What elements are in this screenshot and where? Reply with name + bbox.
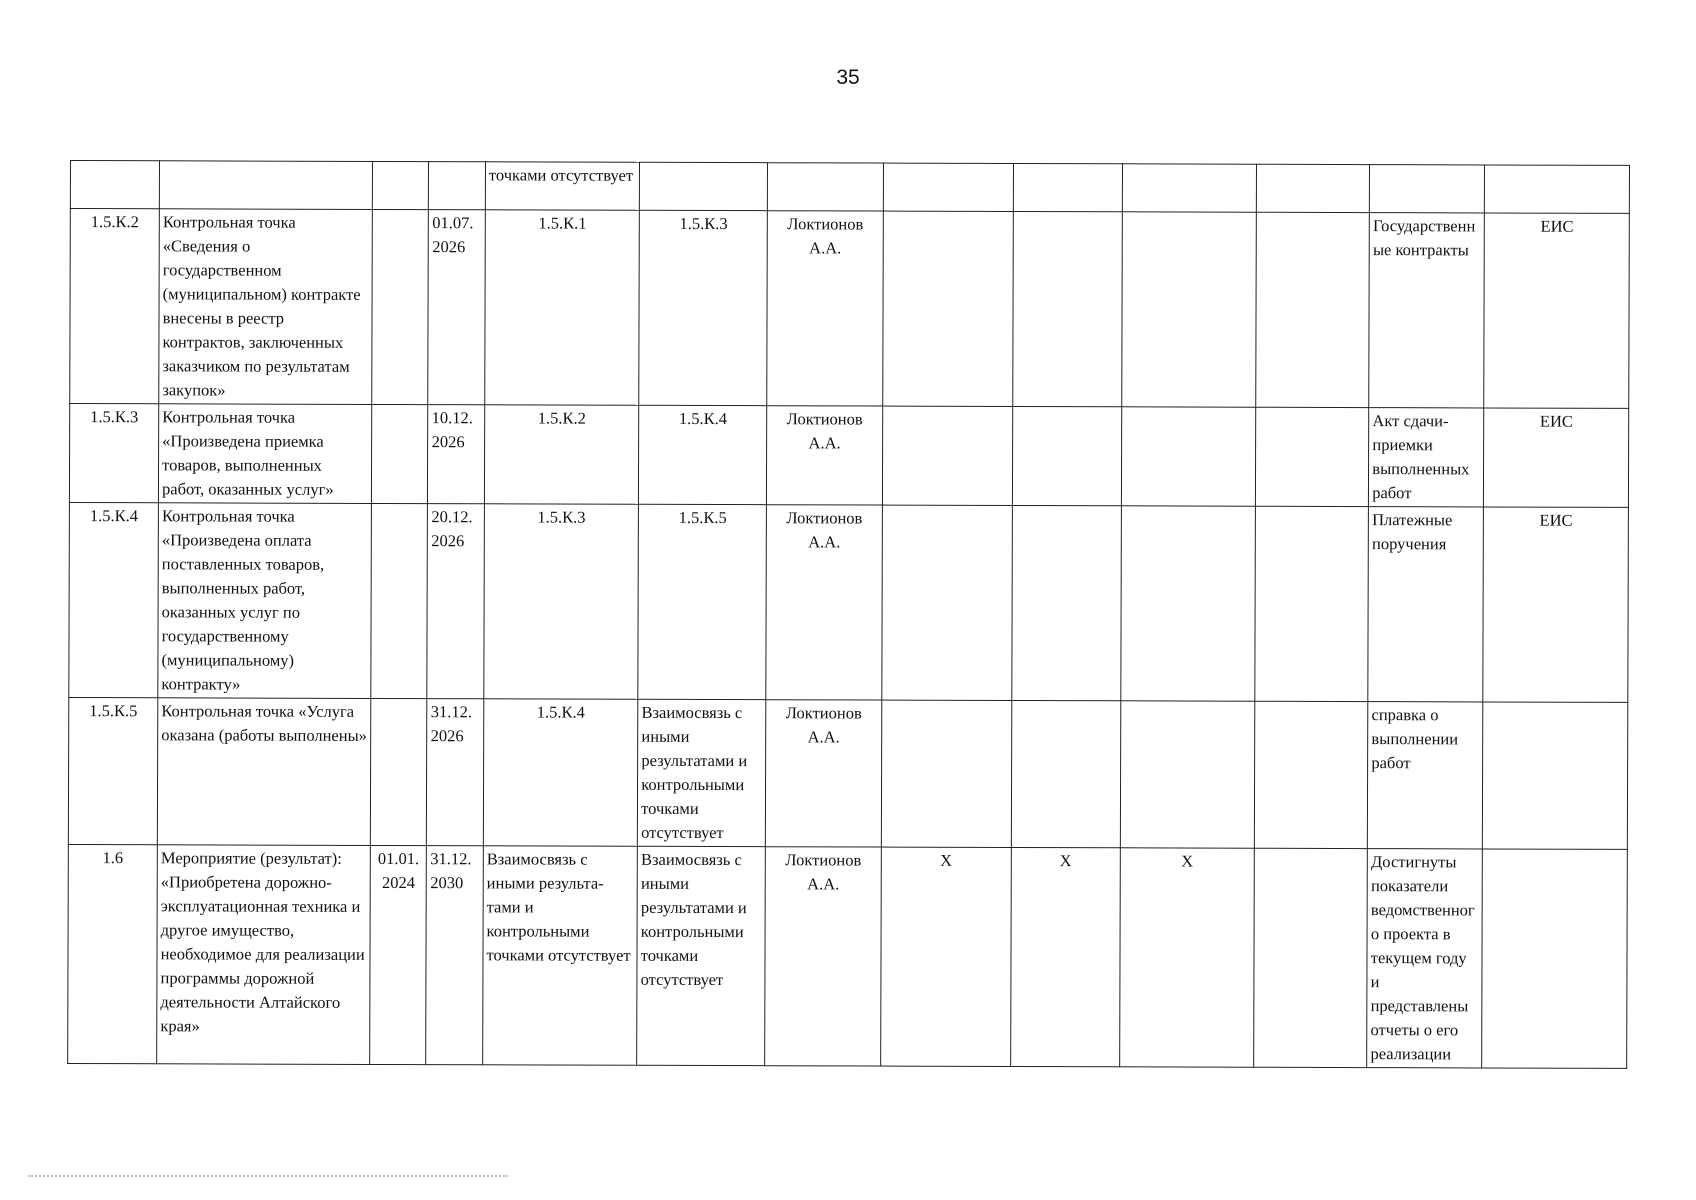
cell-information-system bbox=[1483, 702, 1628, 849]
cell-empty bbox=[1257, 164, 1370, 212]
cell-predecessor: точками отсутствует bbox=[485, 162, 639, 210]
cell-name: Контрольная точка «Услуга оказана (работы выполнены» bbox=[157, 698, 370, 846]
cell-mark-2 bbox=[1012, 406, 1121, 505]
cell-empty bbox=[1256, 407, 1369, 506]
cell-mark-1 bbox=[883, 163, 1014, 211]
cell-empty bbox=[1255, 701, 1368, 848]
cell-responsible: Локтионов А.А. bbox=[767, 406, 882, 505]
cell-end-date: 31.12. 2030 bbox=[426, 846, 483, 1065]
cell-predecessor: Взаимосвязь с иными результа-тами и контрольными точками отсутствует bbox=[483, 846, 638, 1065]
table-row bbox=[69, 404, 1628, 508]
cell-mark-1 bbox=[882, 406, 1013, 505]
cell-successor: 1.5.К.5 bbox=[638, 504, 767, 699]
cell-successor: Взаимосвязь с иными результатами и контрольными точками отсутствует bbox=[637, 846, 766, 1065]
page-number: 35 bbox=[836, 66, 860, 89]
cell-name: Контрольная точка «Сведения о государственном (муниципальном) контракте внесены в реестр контрактов, заключенных заказчиком по результатам закупок» bbox=[159, 209, 373, 405]
cell-name bbox=[159, 161, 372, 210]
cell-mark-3 bbox=[1120, 701, 1255, 848]
cell-empty bbox=[1254, 848, 1368, 1067]
cell-mark-1: X bbox=[880, 847, 1011, 1066]
cell-name: Мероприятие (результат): «Приобретена дорожно-эксплуатационная техника и другое имущество, необходимое для реализации программы дорожной деятельности Алтайского края» bbox=[157, 845, 371, 1065]
cell-successor: Взаимосвязь с иными результатами и контрольными точками отсутствует bbox=[638, 699, 767, 846]
cell-responsible: Локтионов А.А. bbox=[766, 700, 882, 847]
table-row bbox=[69, 502, 1629, 702]
cell-start-date bbox=[372, 161, 429, 209]
cell-document: Акт сдачи-приемки выполненных работ bbox=[1369, 408, 1484, 507]
cell-information-system: ЕИС bbox=[1483, 507, 1628, 702]
cell-start-date bbox=[370, 698, 427, 845]
cell-code bbox=[70, 161, 159, 209]
cell-code: 1.6 bbox=[68, 844, 158, 1063]
cell-mark-3 bbox=[1121, 407, 1256, 506]
cell-mark-2 bbox=[1011, 700, 1120, 847]
cell-successor bbox=[640, 162, 768, 210]
cell-document: справка о выполнении работ bbox=[1368, 702, 1484, 849]
cell-document: Платежные поручения bbox=[1368, 507, 1484, 702]
cell-predecessor: 1.5.К.4 bbox=[483, 699, 638, 846]
cell-code: 1.5.К.2 bbox=[70, 209, 160, 404]
cell-start-date bbox=[371, 404, 428, 503]
cell-mark-3 bbox=[1120, 506, 1255, 701]
cell-code: 1.5.К.3 bbox=[69, 404, 158, 503]
cell-successor: 1.5.К.3 bbox=[639, 210, 768, 405]
cell-information-system: ЕИС bbox=[1484, 408, 1629, 507]
cell-predecessor: 1.5.К.3 bbox=[484, 504, 639, 699]
cell-predecessor: 1.5.К.2 bbox=[484, 405, 639, 504]
cell-document: Достигнуты показатели ведомственного проекта в текущем году и представлены отчеты о его реализации bbox=[1367, 849, 1483, 1068]
table-row bbox=[68, 697, 1627, 849]
cell-end-date: 20.12. 2026 bbox=[427, 504, 484, 699]
cell-name: Контрольная точка «Произведена приемка товаров, выполненных работ, оказанных услуг» bbox=[159, 404, 372, 504]
cell-mark-3: X bbox=[1119, 848, 1254, 1067]
cell-document: Государственные контракты bbox=[1369, 213, 1485, 408]
cell-mark-1 bbox=[881, 700, 1012, 847]
scan-artifact-line bbox=[28, 1175, 508, 1179]
cell-mark-2: X bbox=[1011, 847, 1120, 1066]
cell-empty bbox=[1256, 212, 1370, 407]
cell-start-date: 01.01. 2024 bbox=[370, 845, 427, 1064]
cell-end-date: 01.07. 2026 bbox=[428, 210, 485, 405]
cell-end-date bbox=[429, 162, 486, 210]
cell-responsible: Локтионов А.А. bbox=[766, 505, 882, 700]
cell-start-date bbox=[371, 503, 428, 698]
cell-end-date: 10.12. 2026 bbox=[428, 405, 485, 504]
cell-mark-2 bbox=[1013, 163, 1122, 211]
cell-name: Контрольная точка «Произведена оплата поставленных товаров, выполненных работ, оказанных услуг по государственному (муниципальному) контракту» bbox=[158, 503, 372, 699]
cell-start-date bbox=[372, 209, 429, 404]
cell-empty bbox=[1255, 506, 1369, 701]
cell-mark-2 bbox=[1013, 211, 1122, 406]
cell-mark-1 bbox=[881, 505, 1012, 700]
cell-successor: 1.5.К.4 bbox=[639, 405, 767, 504]
cell-responsible: Локтионов А.А. bbox=[765, 847, 881, 1066]
cell-responsible bbox=[768, 163, 883, 211]
cell-information-system bbox=[1482, 849, 1627, 1068]
control-points-table bbox=[67, 160, 1630, 1069]
table-row bbox=[70, 161, 1629, 214]
cell-mark-3 bbox=[1121, 212, 1256, 407]
cell-code: 1.5.К.4 bbox=[69, 502, 159, 697]
cell-information-system bbox=[1485, 165, 1630, 213]
table-row bbox=[70, 209, 1630, 409]
cell-information-system: ЕИС bbox=[1484, 213, 1629, 408]
cell-mark-1 bbox=[882, 211, 1013, 406]
cell-predecessor: 1.5.К.1 bbox=[485, 210, 640, 405]
cell-document bbox=[1370, 165, 1485, 213]
cell-code: 1.5.К.5 bbox=[68, 697, 158, 844]
table-row bbox=[68, 844, 1628, 1068]
cell-mark-2 bbox=[1012, 505, 1121, 700]
cell-responsible: Локтионов А.А. bbox=[767, 211, 883, 406]
cell-end-date: 31.12. 2026 bbox=[427, 699, 484, 846]
cell-mark-3 bbox=[1122, 164, 1257, 212]
